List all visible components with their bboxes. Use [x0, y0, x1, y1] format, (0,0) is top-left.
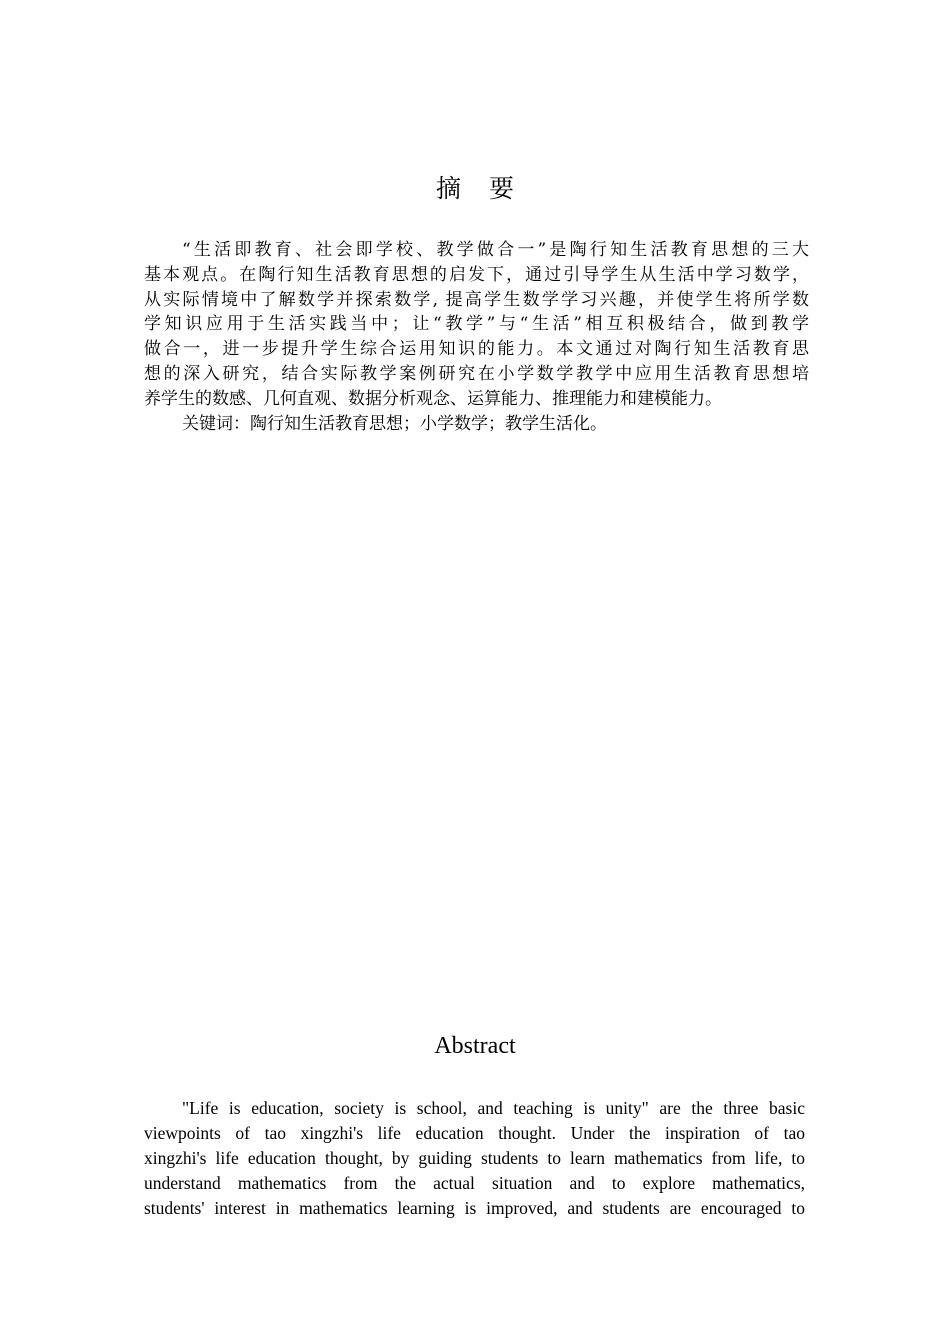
chinese-abstract-line: 学知识应用于生活实践当中；让“教学”与“生活”相互积极结合，做到教学: [144, 314, 809, 335]
chinese-abstract-body: [144, 238, 809, 412]
chinese-abstract-title-char-2: 要: [489, 174, 515, 203]
english-abstract-line: "Life is education, society is school, and teaching is unity" are the three basic: [182, 1098, 805, 1118]
keywords-value: 陶行知生活教育思想；小学数学；教学生活化。: [250, 414, 607, 434]
chinese-abstract-line: 从实际情境中了解数学并探索数学, 提高学生数学学习兴趣，并使学生将所学数: [144, 289, 809, 310]
chinese-abstract-line: 基本观点。在陶行知生活教育思想的启发下，通过引导学生从生活中学习数学，: [144, 264, 809, 285]
english-abstract-line: xingzhi's life education thought, by guiding students to learn mathematics from life, to: [144, 1148, 805, 1168]
chinese-abstract-line: 做合一，进一步提升学生综合运用知识的能力。本文通过对陶行知生活教育思: [144, 339, 809, 360]
english-abstract-line: viewpoints of tao xingzhi's life education thought. Under the inspiration of tao: [144, 1123, 805, 1143]
chinese-abstract-line: 养学生的数感、几何直观、数据分析观念、运算能力、推理能力和建模能力。: [144, 388, 722, 409]
english-abstract-line: understand mathematics from the actual situation and to explore mathematics,: [144, 1173, 805, 1193]
chinese-abstract-line: 想的深入研究，结合实际教学案例研究在小学数学教学中应用生活教育思想培: [144, 363, 809, 384]
chinese-keywords: [182, 412, 607, 436]
keywords-label: 关键词：: [182, 414, 250, 434]
english-abstract-line: students' interest in mathematics learning is improved, and students are encouraged to: [144, 1198, 805, 1218]
english-abstract-title: Abstract: [434, 1033, 516, 1059]
chinese-abstract-title: [0, 169, 950, 209]
chinese-abstract-title-char-1: 摘: [435, 174, 461, 203]
chinese-abstract-line: “生活即教育、社会即学校、教学做合一”是陶行知生活教育思想的三大: [182, 240, 809, 260]
english-abstract-body: [144, 1096, 805, 1221]
